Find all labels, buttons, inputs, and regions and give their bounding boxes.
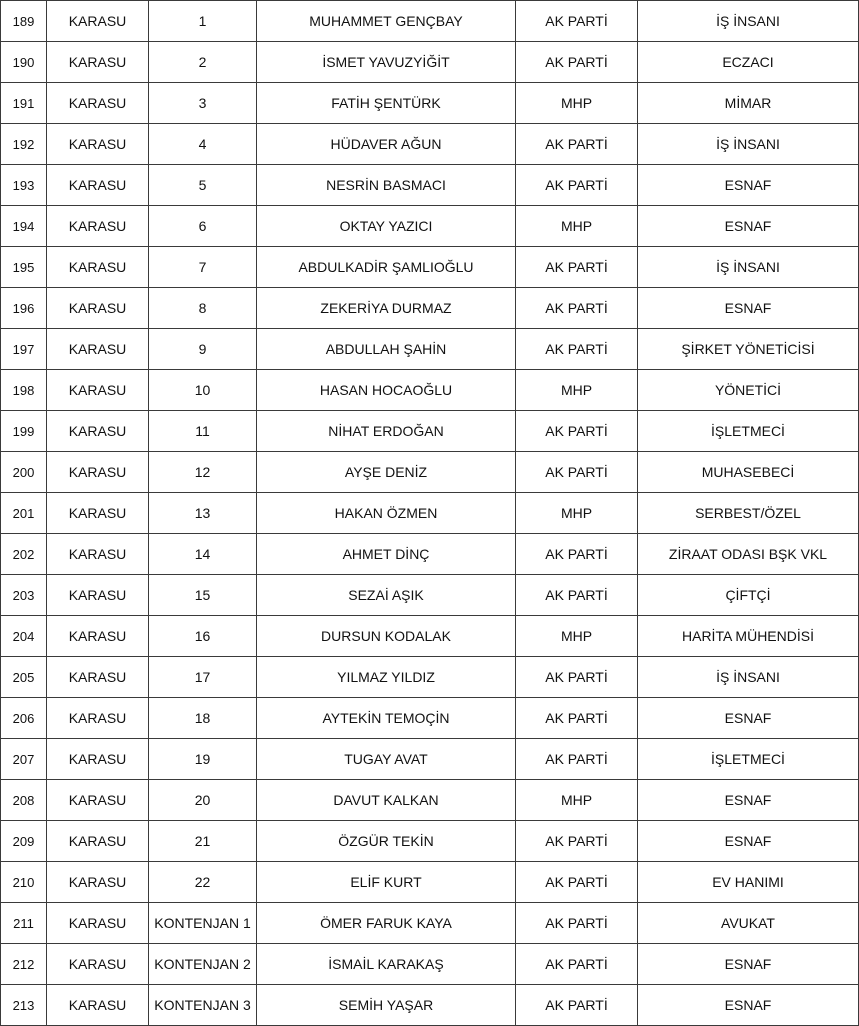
party-cell: AK PARTİ xyxy=(516,698,638,739)
row-number: 202 xyxy=(1,534,47,575)
district-cell: KARASU xyxy=(47,124,149,165)
district-cell: KARASU xyxy=(47,329,149,370)
district-cell: KARASU xyxy=(47,739,149,780)
table-row xyxy=(1,698,859,739)
table-row xyxy=(1,903,859,944)
district-cell: KARASU xyxy=(47,288,149,329)
rank-cell: 4 xyxy=(149,124,257,165)
table-row xyxy=(1,165,859,206)
party-cell: AK PARTİ xyxy=(516,247,638,288)
rank-cell: 9 xyxy=(149,329,257,370)
name-cell: YILMAZ YILDIZ xyxy=(257,657,516,698)
table-row xyxy=(1,862,859,903)
name-cell: NİHAT ERDOĞAN xyxy=(257,411,516,452)
party-cell: AK PARTİ xyxy=(516,903,638,944)
party-cell: MHP xyxy=(516,493,638,534)
table-row xyxy=(1,411,859,452)
party-cell: MHP xyxy=(516,206,638,247)
party-cell: AK PARTİ xyxy=(516,534,638,575)
name-cell: NESRİN BASMACI xyxy=(257,165,516,206)
party-cell: AK PARTİ xyxy=(516,821,638,862)
occupation-cell: ŞİRKET YÖNETİCİSİ xyxy=(638,329,859,370)
row-number: 200 xyxy=(1,452,47,493)
name-cell: İSMAİL KARAKAŞ xyxy=(257,944,516,985)
occupation-cell: ECZACI xyxy=(638,42,859,83)
name-cell: ÖZGÜR TEKİN xyxy=(257,821,516,862)
row-number: 211 xyxy=(1,903,47,944)
district-cell: KARASU xyxy=(47,165,149,206)
row-number: 192 xyxy=(1,124,47,165)
district-cell: KARASU xyxy=(47,42,149,83)
district-cell: KARASU xyxy=(47,452,149,493)
name-cell: SEZAİ AŞIK xyxy=(257,575,516,616)
row-number: 197 xyxy=(1,329,47,370)
row-number: 206 xyxy=(1,698,47,739)
rank-cell: KONTENJAN 3 xyxy=(149,985,257,1026)
occupation-cell: YÖNETİCİ xyxy=(638,370,859,411)
occupation-cell: ZİRAAT ODASI BŞK VKL xyxy=(638,534,859,575)
table-row xyxy=(1,944,859,985)
row-number: 201 xyxy=(1,493,47,534)
rank-cell: 16 xyxy=(149,616,257,657)
occupation-cell: ESNAF xyxy=(638,821,859,862)
party-cell: MHP xyxy=(516,616,638,657)
row-number: 210 xyxy=(1,862,47,903)
name-cell: DAVUT KALKAN xyxy=(257,780,516,821)
district-cell: KARASU xyxy=(47,862,149,903)
row-number: 213 xyxy=(1,985,47,1026)
name-cell: SEMİH YAŞAR xyxy=(257,985,516,1026)
occupation-cell: ESNAF xyxy=(638,985,859,1026)
rank-cell: 2 xyxy=(149,42,257,83)
name-cell: HÜDAVER AĞUN xyxy=(257,124,516,165)
occupation-cell: ESNAF xyxy=(638,288,859,329)
occupation-cell: İŞLETMECİ xyxy=(638,411,859,452)
occupation-cell: İŞLETMECİ xyxy=(638,739,859,780)
row-number: 198 xyxy=(1,370,47,411)
rank-cell: 1 xyxy=(149,1,257,42)
rank-cell: 3 xyxy=(149,83,257,124)
party-cell: AK PARTİ xyxy=(516,575,638,616)
rank-cell: 10 xyxy=(149,370,257,411)
rank-cell: 15 xyxy=(149,575,257,616)
table-row xyxy=(1,1,859,42)
name-cell: AYTEKİN TEMOÇİN xyxy=(257,698,516,739)
party-cell: AK PARTİ xyxy=(516,985,638,1026)
row-number: 209 xyxy=(1,821,47,862)
rank-cell: KONTENJAN 1 xyxy=(149,903,257,944)
rank-cell: 22 xyxy=(149,862,257,903)
row-number: 203 xyxy=(1,575,47,616)
table-body xyxy=(1,1,859,1026)
occupation-cell: HARİTA MÜHENDİSİ xyxy=(638,616,859,657)
row-number: 190 xyxy=(1,42,47,83)
name-cell: AYŞE DENİZ xyxy=(257,452,516,493)
name-cell: HAKAN ÖZMEN xyxy=(257,493,516,534)
party-cell: MHP xyxy=(516,83,638,124)
party-cell: AK PARTİ xyxy=(516,411,638,452)
name-cell: ELİF KURT xyxy=(257,862,516,903)
row-number: 196 xyxy=(1,288,47,329)
party-cell: AK PARTİ xyxy=(516,657,638,698)
table-row xyxy=(1,288,859,329)
row-number: 205 xyxy=(1,657,47,698)
occupation-cell: İŞ İNSANI xyxy=(638,1,859,42)
table-row xyxy=(1,657,859,698)
name-cell: OKTAY YAZICI xyxy=(257,206,516,247)
table-row xyxy=(1,739,859,780)
table-row xyxy=(1,575,859,616)
row-number: 193 xyxy=(1,165,47,206)
row-number: 204 xyxy=(1,616,47,657)
rank-cell: 21 xyxy=(149,821,257,862)
district-cell: KARASU xyxy=(47,370,149,411)
table-row xyxy=(1,493,859,534)
rank-cell: 13 xyxy=(149,493,257,534)
table-row xyxy=(1,247,859,288)
name-cell: TUGAY AVAT xyxy=(257,739,516,780)
occupation-cell: ESNAF xyxy=(638,944,859,985)
district-cell: KARASU xyxy=(47,1,149,42)
rank-cell: 11 xyxy=(149,411,257,452)
occupation-cell: MUHASEBECİ xyxy=(638,452,859,493)
district-cell: KARASU xyxy=(47,247,149,288)
party-cell: MHP xyxy=(516,780,638,821)
name-cell: İSMET YAVUZYİĞİT xyxy=(257,42,516,83)
occupation-cell: İŞ İNSANI xyxy=(638,247,859,288)
table-row xyxy=(1,821,859,862)
occupation-cell: MİMAR xyxy=(638,83,859,124)
occupation-cell: ESNAF xyxy=(638,780,859,821)
party-cell: AK PARTİ xyxy=(516,739,638,780)
rank-cell: 6 xyxy=(149,206,257,247)
district-cell: KARASU xyxy=(47,534,149,575)
name-cell: ÖMER FARUK KAYA xyxy=(257,903,516,944)
name-cell: HASAN HOCAOĞLU xyxy=(257,370,516,411)
row-number: 189 xyxy=(1,1,47,42)
rank-cell: 12 xyxy=(149,452,257,493)
name-cell: ZEKERİYA DURMAZ xyxy=(257,288,516,329)
rank-cell: 19 xyxy=(149,739,257,780)
table-row xyxy=(1,42,859,83)
district-cell: KARASU xyxy=(47,985,149,1026)
district-cell: KARASU xyxy=(47,657,149,698)
row-number: 207 xyxy=(1,739,47,780)
row-number: 191 xyxy=(1,83,47,124)
occupation-cell: ESNAF xyxy=(638,206,859,247)
party-cell: AK PARTİ xyxy=(516,42,638,83)
row-number: 208 xyxy=(1,780,47,821)
row-number: 199 xyxy=(1,411,47,452)
district-cell: KARASU xyxy=(47,780,149,821)
occupation-cell: AVUKAT xyxy=(638,903,859,944)
row-number: 212 xyxy=(1,944,47,985)
name-cell: ABDULKADİR ŞAMLIOĞLU xyxy=(257,247,516,288)
party-cell: AK PARTİ xyxy=(516,165,638,206)
occupation-cell: EV HANIMI xyxy=(638,862,859,903)
name-cell: AHMET DİNÇ xyxy=(257,534,516,575)
party-cell: MHP xyxy=(516,370,638,411)
rank-cell: 7 xyxy=(149,247,257,288)
party-cell: AK PARTİ xyxy=(516,452,638,493)
table-row xyxy=(1,370,859,411)
district-cell: KARASU xyxy=(47,575,149,616)
table-row xyxy=(1,780,859,821)
table-row xyxy=(1,206,859,247)
district-cell: KARASU xyxy=(47,206,149,247)
rank-cell: 8 xyxy=(149,288,257,329)
party-cell: AK PARTİ xyxy=(516,124,638,165)
occupation-cell: İŞ İNSANI xyxy=(638,124,859,165)
occupation-cell: SERBEST/ÖZEL xyxy=(638,493,859,534)
table-row xyxy=(1,452,859,493)
rank-cell: 17 xyxy=(149,657,257,698)
table-row xyxy=(1,329,859,370)
occupation-cell: ESNAF xyxy=(638,698,859,739)
district-cell: KARASU xyxy=(47,821,149,862)
table-row xyxy=(1,124,859,165)
name-cell: MUHAMMET GENÇBAY xyxy=(257,1,516,42)
name-cell: DURSUN KODALAK xyxy=(257,616,516,657)
district-cell: KARASU xyxy=(47,83,149,124)
district-cell: KARASU xyxy=(47,944,149,985)
party-cell: AK PARTİ xyxy=(516,288,638,329)
row-number: 194 xyxy=(1,206,47,247)
rank-cell: 20 xyxy=(149,780,257,821)
district-cell: KARASU xyxy=(47,493,149,534)
rank-cell: 18 xyxy=(149,698,257,739)
party-cell: AK PARTİ xyxy=(516,1,638,42)
district-cell: KARASU xyxy=(47,903,149,944)
row-number: 195 xyxy=(1,247,47,288)
rank-cell: 14 xyxy=(149,534,257,575)
district-cell: KARASU xyxy=(47,616,149,657)
district-cell: KARASU xyxy=(47,411,149,452)
name-cell: FATİH ŞENTÜRK xyxy=(257,83,516,124)
table-row xyxy=(1,83,859,124)
occupation-cell: ÇİFTÇİ xyxy=(638,575,859,616)
table-row xyxy=(1,616,859,657)
table-row xyxy=(1,534,859,575)
district-cell: KARASU xyxy=(47,698,149,739)
occupation-cell: ESNAF xyxy=(638,165,859,206)
party-cell: AK PARTİ xyxy=(516,862,638,903)
occupation-cell: İŞ İNSANI xyxy=(638,657,859,698)
party-cell: AK PARTİ xyxy=(516,329,638,370)
rank-cell: 5 xyxy=(149,165,257,206)
party-cell: AK PARTİ xyxy=(516,944,638,985)
table-row xyxy=(1,985,859,1026)
rank-cell: KONTENJAN 2 xyxy=(149,944,257,985)
name-cell: ABDULLAH ŞAHİN xyxy=(257,329,516,370)
